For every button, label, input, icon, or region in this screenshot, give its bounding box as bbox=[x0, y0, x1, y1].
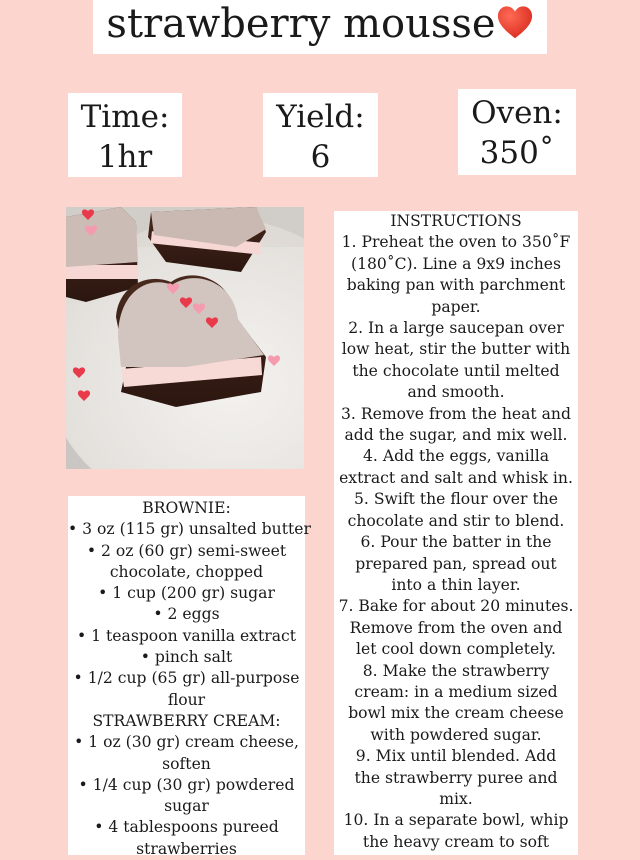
instruction-line: 7. Bake for about 20 minutes. bbox=[338, 597, 574, 616]
instruction-line: Remove from the oven and bbox=[349, 618, 563, 637]
instruction-line: and smooth. bbox=[407, 383, 505, 402]
instructions-card bbox=[334, 211, 578, 855]
instruction-line: INSTRUCTIONS bbox=[390, 212, 522, 230]
instruction-line: prepared pan, spread out bbox=[355, 554, 557, 573]
instruction-line: 9. Mix until blended. Add bbox=[355, 747, 557, 766]
instruction-line: chocolate and stir to blend. bbox=[347, 511, 565, 530]
ingredient-line: • 4 tablespoons pureed bbox=[94, 818, 279, 837]
ingredient-line: chocolate, chopped bbox=[109, 562, 264, 581]
instruction-line: baking pan with parchment bbox=[346, 276, 566, 295]
time-value: 1hr bbox=[97, 139, 153, 175]
instruction-line: the heavy cream to soft bbox=[362, 832, 550, 851]
oven-value: 350˚ bbox=[479, 135, 555, 171]
ingredients-card bbox=[68, 496, 311, 858]
red-heart-icon bbox=[496, 4, 534, 42]
ingredient-line: • 2 eggs bbox=[153, 605, 220, 624]
instruction-line: cream: in a medium sized bbox=[354, 682, 558, 701]
instruction-line: mix. bbox=[439, 789, 473, 808]
instruction-line: bowl mix the cream cheese bbox=[348, 704, 564, 723]
yield-value: 6 bbox=[310, 139, 331, 175]
instruction-line: the strawberry puree and bbox=[354, 768, 558, 787]
instruction-line: let cool down completely. bbox=[356, 640, 556, 659]
ingredient-line: strawberries bbox=[136, 839, 237, 858]
ingredient-line: • 2 oz (60 gr) semi-sweet bbox=[86, 541, 287, 560]
ingredient-line: • 3 oz (115 gr) unsalted butter bbox=[68, 520, 311, 539]
instruction-line: 2. In a large saucepan over bbox=[348, 319, 564, 338]
ingredient-line: flour bbox=[167, 690, 206, 709]
yield-card bbox=[263, 93, 378, 177]
instruction-line: add the sugar, and mix well. bbox=[344, 426, 568, 445]
oven-label: Oven: bbox=[471, 95, 563, 131]
ingredient-line: • 1/4 cup (30 gr) powdered bbox=[78, 775, 295, 794]
title-card bbox=[93, 0, 547, 54]
instruction-line: low heat, stir the butter with bbox=[341, 340, 571, 359]
ingredient-line: sugar bbox=[164, 797, 209, 816]
ingredient-line: • 1 cup (200 gr) sugar bbox=[98, 584, 275, 603]
instruction-line: the chocolate until melted bbox=[352, 361, 560, 380]
instruction-line: into a thin layer. bbox=[391, 575, 521, 594]
ingredient-line: • pinch salt bbox=[140, 648, 233, 667]
recipe-title-text: strawberry mousse bbox=[106, 1, 496, 47]
time-card bbox=[68, 93, 182, 177]
instruction-line: 8. Make the strawberry bbox=[362, 661, 550, 680]
ingredient-line: BROWNIE: bbox=[142, 499, 231, 517]
instruction-line: paper. bbox=[431, 297, 481, 316]
yield-label: Yield: bbox=[276, 99, 365, 135]
ingredient-line: STRAWBERRY CREAM: bbox=[92, 711, 281, 730]
instruction-line: extract and salt and whisk in. bbox=[339, 468, 573, 487]
instruction-line: with powdered sugar. bbox=[370, 725, 542, 744]
instruction-line: 6. Pour the batter in the bbox=[360, 533, 552, 552]
instruction-line: 10. In a separate bowl, whip bbox=[343, 811, 569, 830]
instruction-line: 1. Preheat the oven to 350˚F bbox=[341, 233, 571, 252]
oven-card bbox=[458, 89, 576, 175]
instruction-line: (180˚C). Line a 9x9 inches bbox=[350, 254, 562, 273]
brownie-photo bbox=[66, 207, 304, 469]
instruction-line: 3. Remove from the heat and bbox=[341, 404, 571, 423]
recipe-title bbox=[93, 0, 547, 48]
instruction-line: 5. Swift the flour over the bbox=[354, 490, 558, 509]
ingredient-line: • 1 teaspoon vanilla extract bbox=[77, 626, 296, 645]
ingredient-line: • 1/2 cup (65 gr) all-purpose bbox=[73, 669, 300, 688]
time-label: Time: bbox=[80, 99, 170, 135]
ingredient-line: • 1 oz (30 gr) cream cheese, bbox=[74, 733, 299, 752]
ingredient-line: soften bbox=[162, 754, 211, 773]
instruction-line: 4. Add the eggs, vanilla bbox=[362, 447, 550, 466]
